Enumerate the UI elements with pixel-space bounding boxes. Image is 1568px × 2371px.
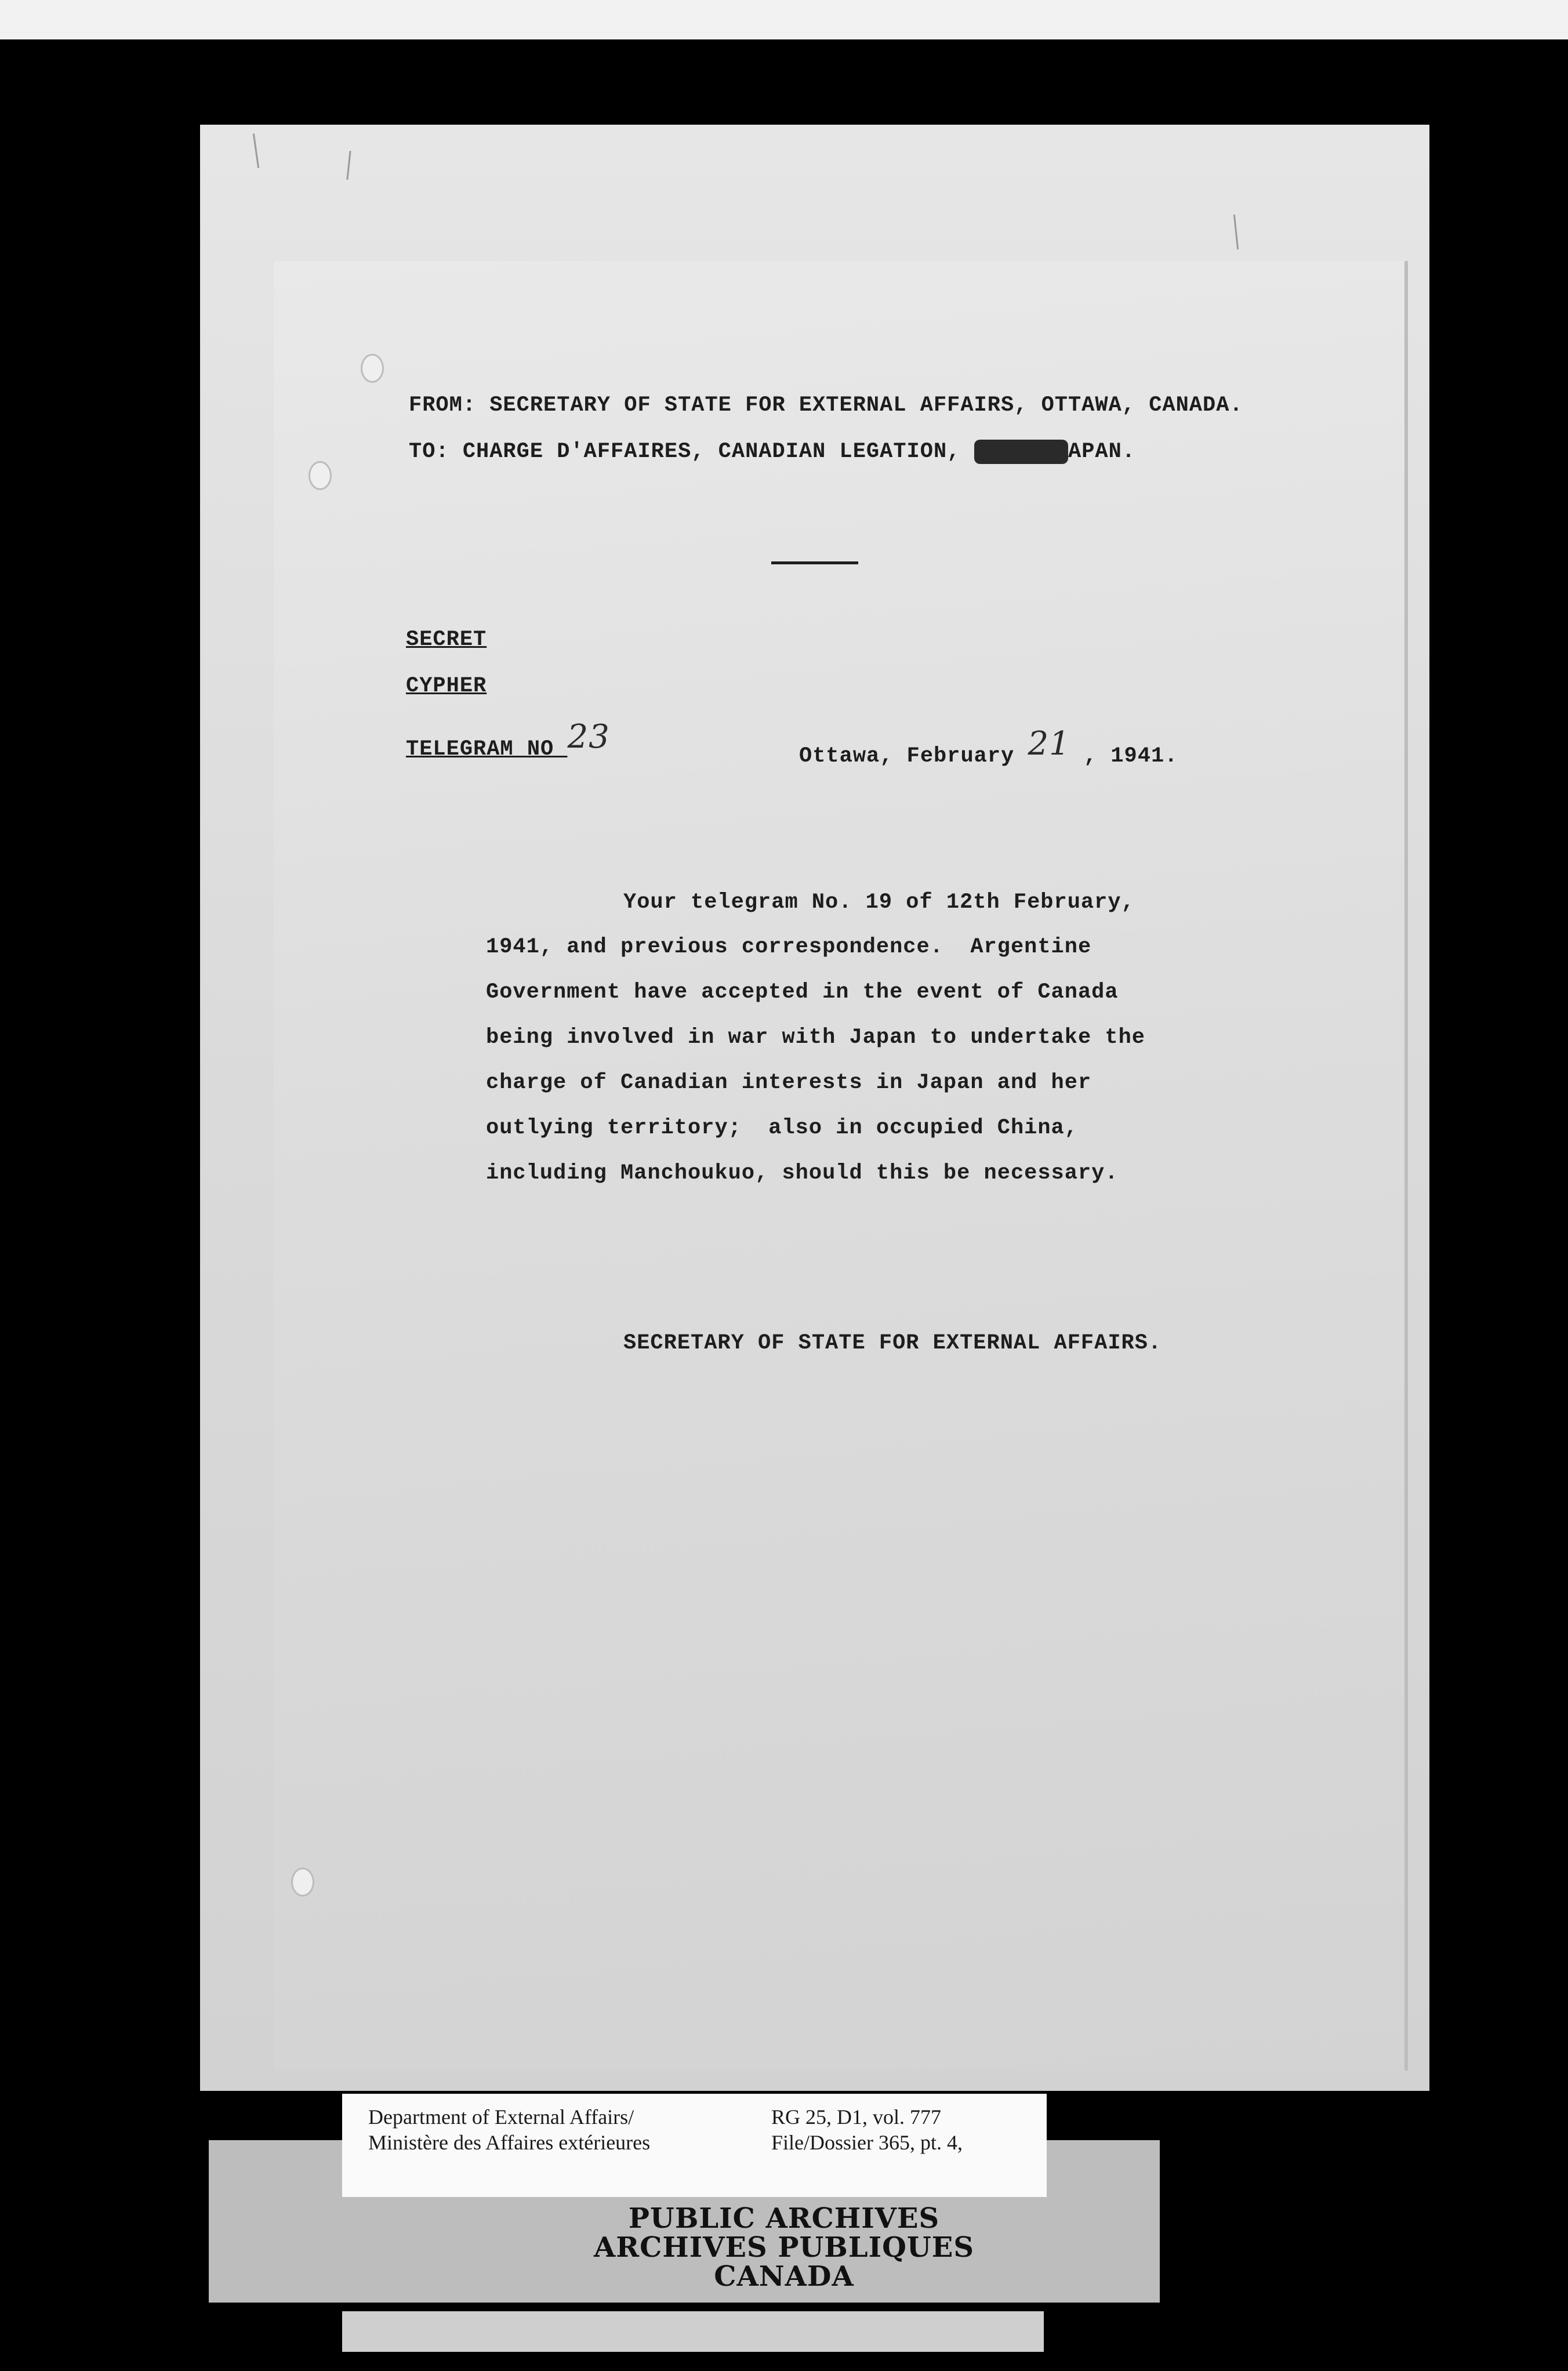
punch-hole [291,1868,314,1897]
telegram-label: TELEGRAM NO [406,737,568,762]
telegram-number-line [406,718,610,762]
scan-bottom-margin [342,2311,1044,2352]
classification-secret: SECRET [406,628,487,652]
public-archives-stamp: PUBLIC ARCHIVES ARCHIVES PUBLIQUES CANADA [594,2202,974,2293]
handwritten-date-day: 21 [1028,725,1070,763]
to-line-end: APAN. [1068,440,1136,464]
body-line: charge of Canadian interests in Japan and her [486,1071,1092,1095]
body-line: outlying territory; also in occupied China, [486,1116,1078,1140]
body-line: being involved in war with Japan to undertake the [486,1025,1145,1050]
file-reference: RG 25, D1, vol. 777 File/Dossier 365, pt. 4, [771,2105,963,2154]
to-line-start: TO: CHARGE D'AFFAIRES, CANADIAN LEGATION, [409,440,974,464]
punch-hole [308,461,332,490]
scan-top-margin [0,0,1568,39]
signature: SECRETARY OF STATE FOR EXTERNAL AFFAIRS. [623,1331,1162,1355]
redacted-city: TOKYO,J [974,440,1068,464]
handwritten-telegram-number: 23 [567,718,610,756]
date-start: Ottawa, February [799,744,1028,768]
body-line: Your telegram No. 19 of 12th February, [623,890,1135,915]
date-line [799,725,1178,768]
to-line [409,440,1135,464]
punch-hole [361,354,384,383]
from-line: FROM: SECRETARY OF STATE FOR EXTERNAL AFFAIRS, OTTAWA, CANADA. [409,393,1243,418]
header-divider [771,561,858,564]
department-name: Department of External Affairs/ Ministère des Affaires extérieures [368,2105,651,2154]
date-end: , 1941. [1070,744,1178,768]
body-line: including Manchoukuo, should this be necessary. [486,1161,1119,1186]
body-line: 1941, and previous correspondence. Argentine [486,935,1092,959]
body-line: Government have accepted in the event of Canada [486,980,1119,1005]
archive-reference-label [342,2094,1047,2197]
classification-cypher: CYPHER [406,674,487,698]
